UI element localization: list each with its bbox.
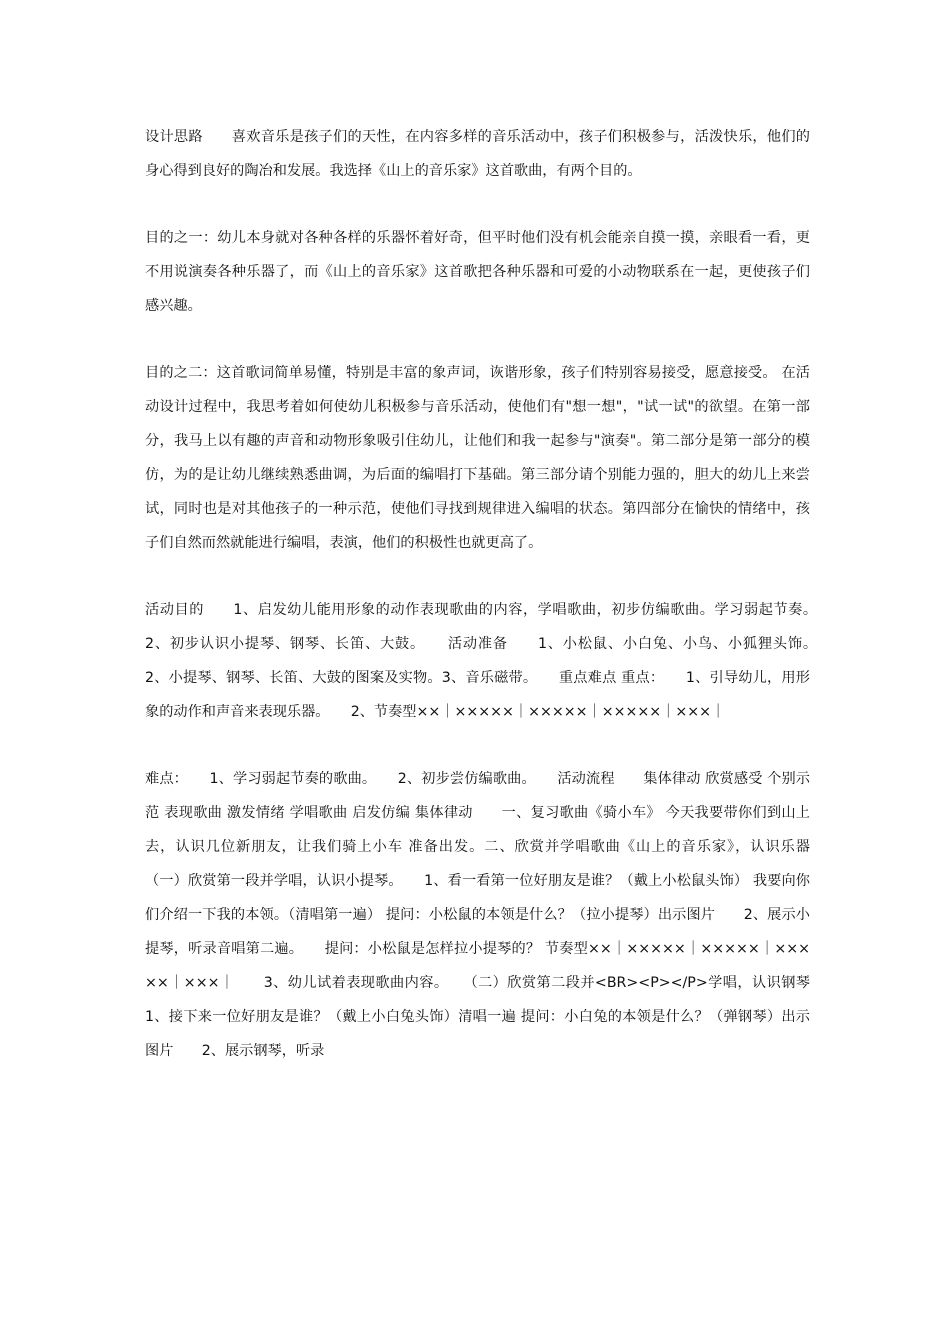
- paragraph-difficulties-process: 难点： 1、学习弱起节奏的歌曲。 2、初步尝仿编歌曲。 活动流程 集体律动 欣赏感受 个别示范 表现歌曲 激发情绪 学唱歌曲 启发仿编 集体律动 一、复习歌曲《骑小车》 今天我要带你们到山上去，认识几位新朋友，让我们骑上小车 准备出发。二、欣赏并学唱歌曲《山上的音乐家》，认识乐器 （一）欣赏第一段并学唱，认识小提琴。 1、看一看第一位好朋友是谁？（戴上小松鼠头饰） 我要向你们介绍一下我的本领。（清唱第一遍） 提问：小松鼠的本领是什么？（拉小提琴）出示图片 2、展示小提琴，听录音唱第二遍。 提问：小松鼠是怎样拉小提琴的？ 节奏型××｜×××××｜×××××｜×××××｜×××｜ 3、幼儿试着表现歌曲内容。 （二）欣赏第二段并<BR><P></P>学唱，认识钢琴 1、接下来一位好朋友是谁？（戴上小白兔头饰）清唱一遍 提问：小白兔的本领是什么？（弹钢琴）出示图片 2、展示钢琴，听录: [145, 771, 839, 1059]
- paragraph-design-idea: 设计思路 喜欢音乐是孩子们的天性，在内容多样的音乐活动中，孩子们积极参与，活泼快乐，他们的身心得到良好的陶冶和发展。我选择《山上的音乐家》这首歌曲，有两个目的。: [145, 129, 810, 179]
- document-page: [145, 120, 839, 1068]
- paragraph-purpose-two: 目的之二：这首歌词简单易懂，特别是丰富的象声词，诙谐形象，孩子们特别容易接受，愿意接受。 在活动设计过程中，我思考着如何使幼儿积极参与音乐活动，使他们有"想一想"，"试一试"的欲望。在第一部分，我马上以有趣的声音和动物形象吸引住幼儿，让他们和我一起参与"演奏"。第二部分是第一部分的模仿，为的是让幼儿继续熟悉曲调，为后面的编唱打下基础。第三部分请个别能力强的，胆大的幼儿上来尝试，同时也是对其他孩子的一种示范，使他们寻找到规律进入编唱的状态。第四部分在愉快的情绪中，孩子们自然而然就能进行编唱，表演，他们的积极性也就更高了。: [145, 365, 810, 551]
- paragraph-activity-goals: 活动目的 1、启发幼儿能用形象的动作表现歌曲的内容，学唱歌曲，初步仿编歌曲。学习弱起节奏。 2、初步认识小提琴、钢琴、长笛、大鼓。 活动准备 1、小松鼠、小白兔、小鸟、小狐狸头饰。 2、小提琴、钢琴、长笛、大鼓的图案及实物。3、音乐磁带。 重点难点 重点： 1、引导幼儿，用形象的动作和声音来表现乐器。 2、节奏型××｜×××××｜×××××｜×××××｜×××｜: [145, 602, 839, 720]
- paragraph-purpose-one: 目的之一：幼儿本身就对各种各样的乐器怀着好奇，但平时他们没有机会能亲自摸一摸，亲眼看一看，更不用说演奏各种乐器了，而《山上的音乐家》这首歌把各种乐器和可爱的小动物联系在一起，更使孩子们感兴趣。: [145, 230, 810, 314]
